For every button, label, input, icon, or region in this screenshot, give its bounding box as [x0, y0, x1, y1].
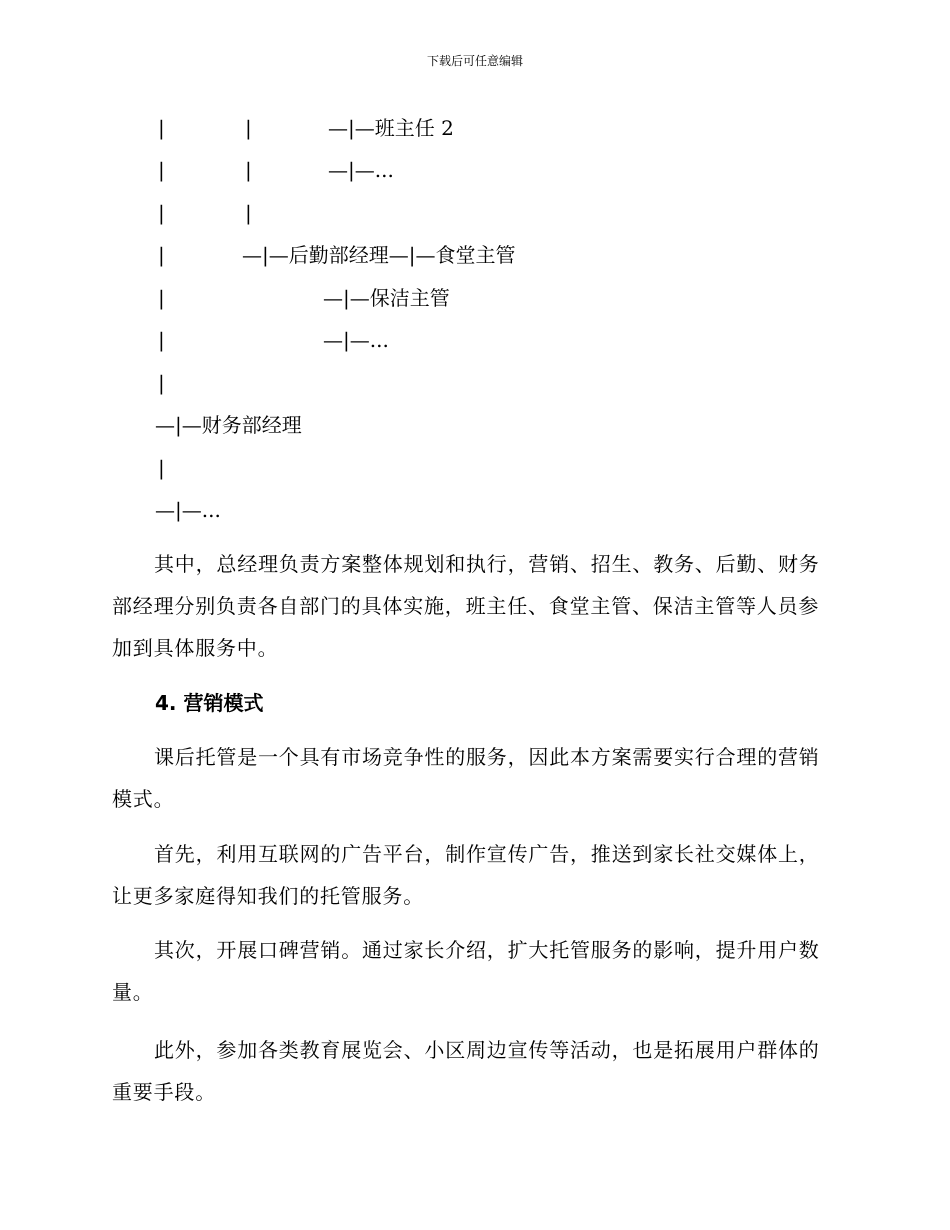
tree-bar: | — [158, 243, 165, 267]
tree-sub-bar: | — [245, 158, 252, 182]
tree-bar: | — [158, 201, 165, 225]
tree-branch-ellipsis: —|—... — [323, 328, 389, 352]
paragraph-word-of-mouth: 其次，开展口碑营销。通过家长介绍，扩大托管服务的影响，提升用户数量。 — [112, 938, 820, 1004]
tree-branch-ellipsis: —|—... — [328, 158, 394, 182]
tree-branch-logistics-manager: —|—后勤部经理—|—食堂主管 — [242, 243, 516, 267]
tree-branch-finance-manager: —|—财务部经理 — [155, 413, 302, 437]
tree-bar: | — [158, 286, 165, 310]
tree-bar: | — [158, 116, 165, 140]
tree-sub-bar: | — [245, 201, 252, 225]
tree-branch-head-teacher-2: —|—班主任 2 — [328, 116, 454, 140]
section-heading-marketing: 4. 营销模式 — [155, 691, 264, 715]
tree-bar: | — [158, 456, 165, 480]
tree-branch-ellipsis: —|—... — [155, 498, 221, 522]
tree-branch-cleaning-supervisor: —|—保洁主管 — [323, 286, 450, 310]
paragraph-exhibitions: 此外，参加各类教育展览会、小区周边宣传等活动，也是拓展用户群体的重要手段。 — [112, 1038, 820, 1104]
tree-bar: | — [158, 328, 165, 352]
paragraph-internet-ads: 首先，利用互联网的广告平台，制作宣传广告，推送到家长社交媒体上，让更多家庭得知我们的托管服务。 — [112, 842, 820, 908]
tree-sub-bar: | — [245, 116, 252, 140]
paragraph-responsibilities: 其中，总经理负责方案整体规划和执行，营销、招生、教务、后勤、财务部经理分别负责各自部门的具体实施，班主任、食堂主管、保洁主管等人员参加到具体服务中。 — [112, 552, 820, 660]
page-header: 下载后可任意编辑 — [426, 54, 523, 68]
paragraph-marketing-intro: 课后托管是一个具有市场竞争性的服务，因此本方案需要实行合理的营销模式。 — [112, 745, 820, 811]
tree-bar: | — [158, 158, 165, 182]
tree-bar: | — [158, 371, 165, 395]
